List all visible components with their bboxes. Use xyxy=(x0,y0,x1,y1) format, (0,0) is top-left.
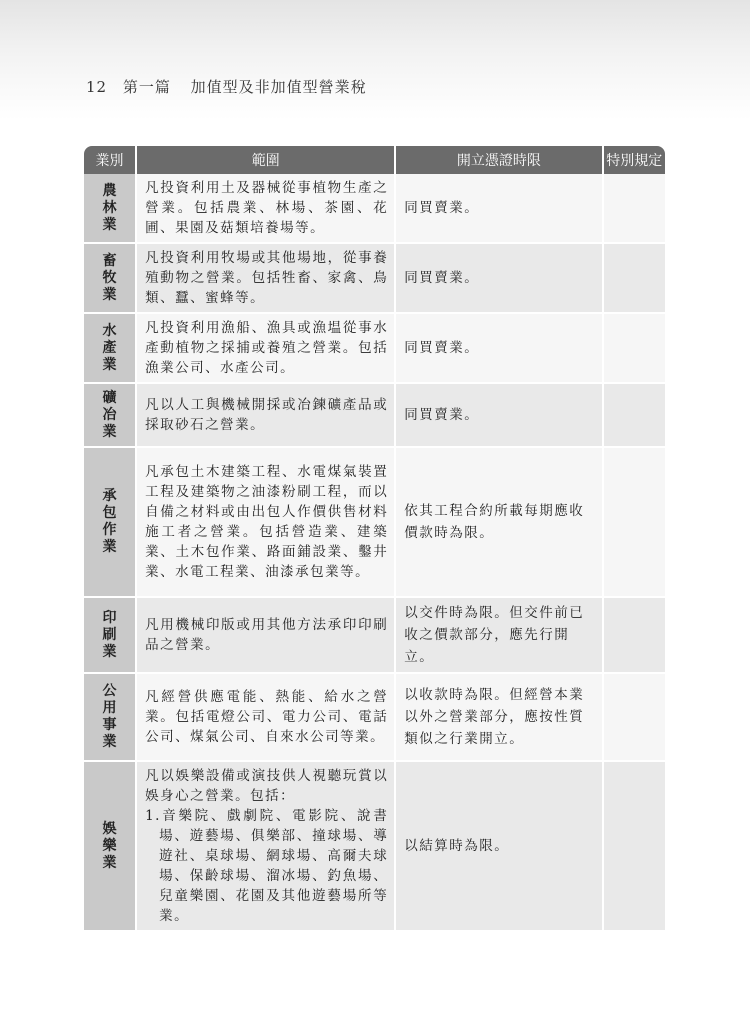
scope-cell: 凡承包土木建築工程、水電煤氣裝置工程及建築物之油漆粉刷工程，而以自備之材料或由出包人作價供售材料施工者之營業。包括營造業、建築業、土木包作業、路面鋪設業、鑿井業、水電工程業、油漆承包業等。 xyxy=(137,448,396,598)
invoice-timing-cell: 以交件時為限。但交件前已收之價款部分，應先行開立。 xyxy=(396,598,603,674)
category-cell xyxy=(84,314,137,384)
column-header-scope: 範圍 xyxy=(137,146,396,174)
chapter-title: 加值型及非加值型營業稅 xyxy=(190,78,367,96)
running-header xyxy=(86,76,367,97)
category-cell xyxy=(84,762,137,932)
scope-cell: 凡投資利用牧場或其他場地，從事養殖動物之營業。包括牲畜、家禽、鳥類、蠶、蜜蜂等。 xyxy=(137,244,396,314)
table-row xyxy=(84,762,665,932)
table-row xyxy=(84,598,665,674)
category-cell xyxy=(84,384,137,448)
table-row xyxy=(84,314,665,384)
page-number: 12 xyxy=(86,78,108,96)
invoice-timing-cell: 同買賣業。 xyxy=(396,314,603,384)
category-cell xyxy=(84,448,137,598)
category-label: 公用事業 xyxy=(102,683,117,750)
category-cell xyxy=(84,598,137,674)
scope-list-item: 1.音樂院、戲劇院、電影院、說書場、遊藝場、俱樂部、撞球場、導遊社、桌球場、網球場、高爾夫球場、保齡球場、溜冰場、釣魚場、兒童樂園、花園及其他遊藝場所等業。 xyxy=(145,808,389,924)
category-cell xyxy=(84,174,137,244)
category-label: 畜牧業 xyxy=(102,252,117,303)
scope-cell: 凡投資利用漁船、漁具或漁塭從事水產動植物之採捕或養殖之營業。包括漁業公司、水產公司。 xyxy=(137,314,396,384)
special-cell xyxy=(604,598,665,674)
scope-cell: 凡經營供應電能、熱能、給水之營業。包括電燈公司、電力公司、電話公司、煤氣公司、自來水公司等業。 xyxy=(137,674,396,762)
scope-intro: 凡以娛樂設備或演技供人視聽玩賞以娛身心之營業。包括： xyxy=(145,768,389,804)
special-cell xyxy=(604,244,665,314)
chapter-label: 第一篇 xyxy=(122,78,171,96)
special-cell xyxy=(604,174,665,244)
category-cell xyxy=(84,674,137,762)
invoice-timing-cell: 同買賣業。 xyxy=(396,174,603,244)
invoice-timing-cell: 同買賣業。 xyxy=(396,244,603,314)
special-cell xyxy=(604,762,665,932)
table-row xyxy=(84,244,665,314)
table-header-row xyxy=(84,146,665,174)
special-cell xyxy=(604,448,665,598)
invoice-timing-cell: 以收款時為限。但經營本業以外之營業部分，應按性質類似之行業開立。 xyxy=(396,674,603,762)
scope-cell: 凡以人工與機械開採或冶鍊礦產品或採取砂石之營業。 xyxy=(137,384,396,448)
invoice-timing-cell: 依其工程合約所載每期應收價款時為限。 xyxy=(396,448,603,598)
table-row xyxy=(84,448,665,598)
special-cell xyxy=(604,674,665,762)
table-row xyxy=(84,674,665,762)
category-label: 印刷業 xyxy=(102,609,117,660)
table-row xyxy=(84,384,665,448)
invoice-timing-cell: 同買賣業。 xyxy=(396,384,603,448)
table-row xyxy=(84,174,665,244)
column-header-category: 業別 xyxy=(84,146,137,174)
scope-cell xyxy=(137,762,396,932)
business-category-table xyxy=(84,146,665,932)
column-header-special: 特別規定 xyxy=(604,146,665,174)
category-label: 礦冶業 xyxy=(102,389,117,440)
scope-cell: 凡用機械印版或用其他方法承印印刷品之營業。 xyxy=(137,598,396,674)
column-header-invoice-timing: 開立憑證時限 xyxy=(396,146,603,174)
special-cell xyxy=(604,314,665,384)
category-cell xyxy=(84,244,137,314)
scope-cell: 凡投資利用土及器械從事植物生產之營業。包括農業、林場、茶園、花圃、果園及菇類培養場等。 xyxy=(137,174,396,244)
category-label: 水產業 xyxy=(102,322,117,373)
category-label: 承包作業 xyxy=(102,488,117,555)
page-header-band xyxy=(0,0,750,120)
invoice-timing-cell: 以結算時為限。 xyxy=(396,762,603,932)
category-label: 農林業 xyxy=(102,182,117,233)
special-cell xyxy=(604,384,665,448)
category-label: 娛樂業 xyxy=(102,820,117,871)
